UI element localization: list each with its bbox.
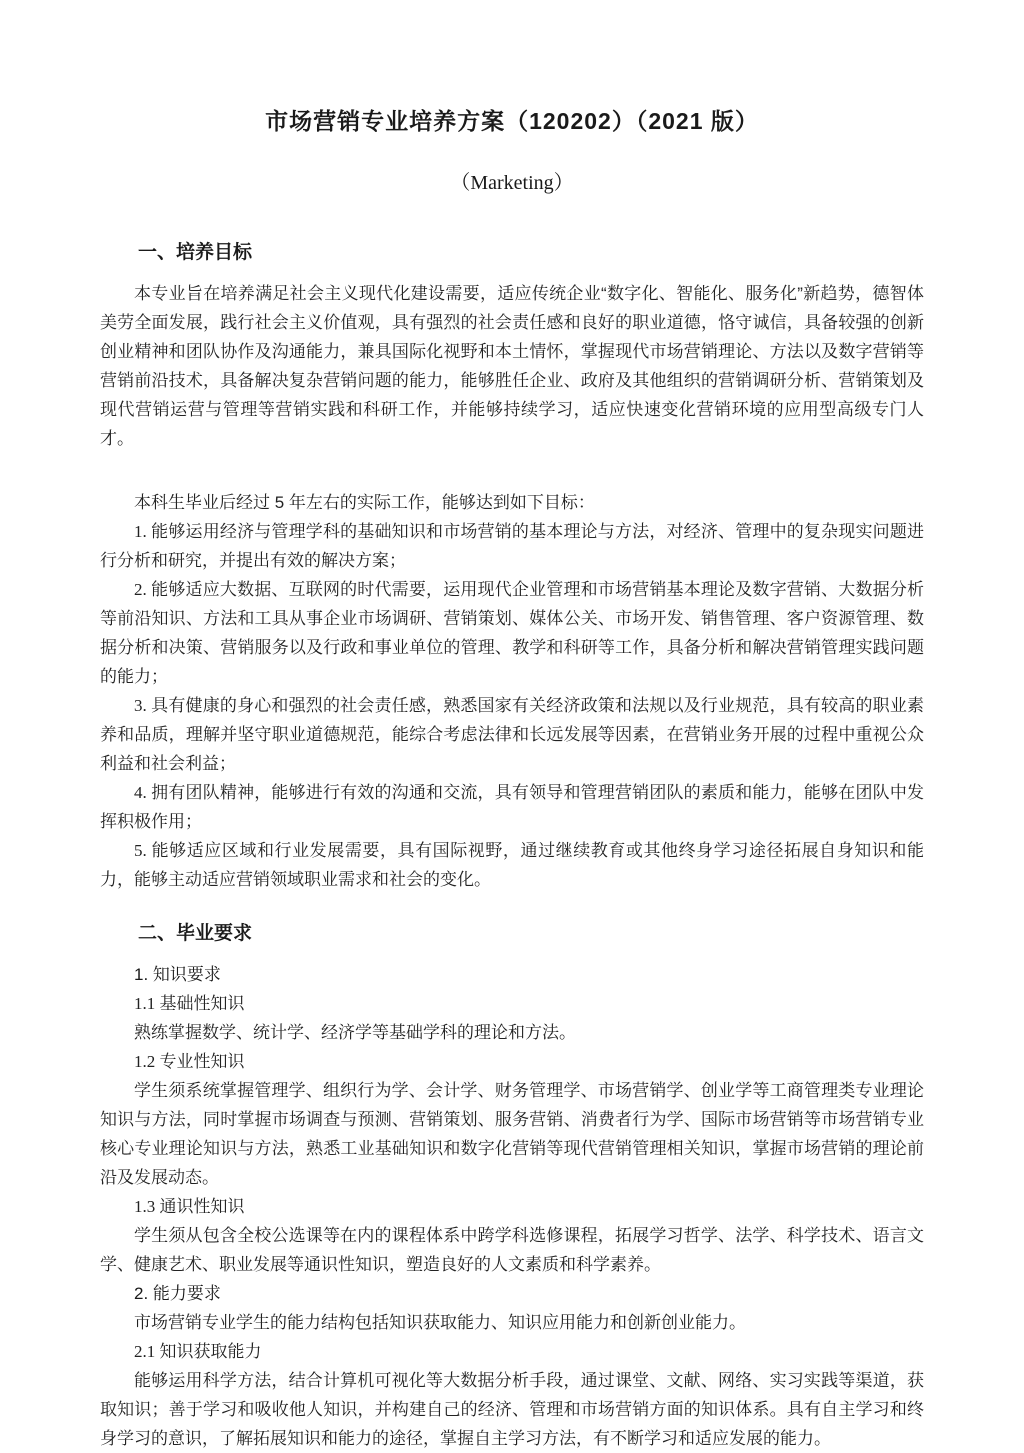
requirement-text-line: 1.1 基础性知识 xyxy=(134,994,245,1013)
requirement-text-line: 能够运用科学方法，结合计算机可视化等大数据分析手段，通过课堂、文献、网络、实习实践等渠道，获取知识；善于学习和吸收他人知识，并构建自己的经济、管理和市场营销方面的知识体系。具有自主学习和终身学习的意识，了解拓展知识和能力的途径，掌握自主学习方法，有不断学习和适应发展的能力。 xyxy=(100,1371,924,1448)
goal-item: 3. 具有健康的身心和强烈的社会责任感，熟悉国家有关经济政策和法规以及行业规范，具有较高的职业素养和品质，理解并坚守职业道德规范，能综合考虑法律和长远发展等因素，在营销业务开展的过程中重视公众利益和社会利益； xyxy=(100,696,924,773)
goal-item: 2. 能够适应大数据、互联网的时代需要，运用现代企业管理和市场营销基本理论及数字营销、大数据分析等前沿知识、方法和工具从事企业市场调研、营销策划、媒体公关、市场开发、销售管理、客户资源管理、数据分析和决策、营销服务以及行政和事业单位的管理、教学和科研等工作，具备分析和解决营销管理实践问题的能力； xyxy=(100,580,924,686)
goal-item: 4. 拥有团队精神，能够进行有效的沟通和交流，具有领导和管理营销团队的素质和能力，能够在团队中发挥积极作用； xyxy=(100,783,924,831)
requirement-text-line: 学生须系统掌握管理学、组织行为学、会计学、财务管理学、市场营销学、创业学等工商管理类专业理论知识与方法，同时掌握市场调查与预测、营销策划、服务营销、消费者行为学、国际市场营销等市场营销专业核心专业理论知识与方法，熟悉工业基础知识和数字化营销等现代营销管理相关知识，掌握市场营销的理论前沿及发展动态。 xyxy=(100,1081,924,1187)
objectives-intro-paragraph: 本专业旨在培养满足社会主义现代化建设需要，适应传统企业“数字化、智能化、服务化”新趋势，德智体美劳全面发展，践行社会主义价值观，具有强烈的社会责任感和良好的职业道德，恪守诚信，具备较强的创新创业精神和团队协作及沟通能力，兼具国际化视野和本土情怀，掌握现代市场营销理论、方法以及数字营销等营销前沿技术，具备解决复杂营销问题的能力，能够胜任企业、政府及其他组织的营销调研分析、营销策划及现代营销运营与管理等营销实践和科研工作，并能够持续学习，适应快速变化营销环境的应用型高级专门人才。 xyxy=(100,284,924,448)
section-heading-training-objectives: 一、培养目标 xyxy=(138,242,253,263)
requirements-blocks xyxy=(100,960,924,1453)
page-title: 市场营销专业培养方案（120202）（2021 版） xyxy=(265,108,759,134)
goals-list xyxy=(100,517,924,894)
requirement-text-line: 1.3 通识性知识 xyxy=(134,1197,245,1216)
goals-lead-line: 本科生毕业后经过 5 年左右的实际工作，能够达到如下目标： xyxy=(134,493,595,512)
page-subtitle: （Marketing） xyxy=(450,172,574,194)
requirement-subheading: 1. 知识要求 xyxy=(134,965,221,984)
goal-item: 5. 能够适应区域和行业发展需要，具有国际视野，通过继续教育或其他终身学习途径拓展自身知识和能力，能够主动适应营销领域职业需求和社会的变化。 xyxy=(100,841,924,889)
requirement-text-line: 2.1 知识获取能力 xyxy=(134,1342,262,1361)
requirement-text-line: 1.2 专业性知识 xyxy=(134,1052,245,1071)
requirement-text-line: 学生须从包含全校公选课等在内的课程体系中跨学科选修课程，拓展学习哲学、法学、科学技术、语言文学、健康艺术、职业发展等通识性知识，塑造良好的人文素质和科学素养。 xyxy=(100,1226,924,1274)
requirement-subheading: 2. 能力要求 xyxy=(134,1284,221,1303)
requirement-text-line: 熟练掌握数学、统计学、经济学等基础学科的理论和方法。 xyxy=(134,1023,576,1042)
section-heading-graduation-requirements: 二、毕业要求 xyxy=(138,923,253,944)
requirement-text-line: 市场营销专业学生的能力结构包括知识获取能力、知识应用能力和创新创业能力。 xyxy=(134,1313,746,1332)
goal-item: 1. 能够运用经济与管理学科的基础知识和市场营销的基本理论与方法，对经济、管理中的复杂现实问题进行分析和研究，并提出有效的解决方案； xyxy=(100,522,924,570)
